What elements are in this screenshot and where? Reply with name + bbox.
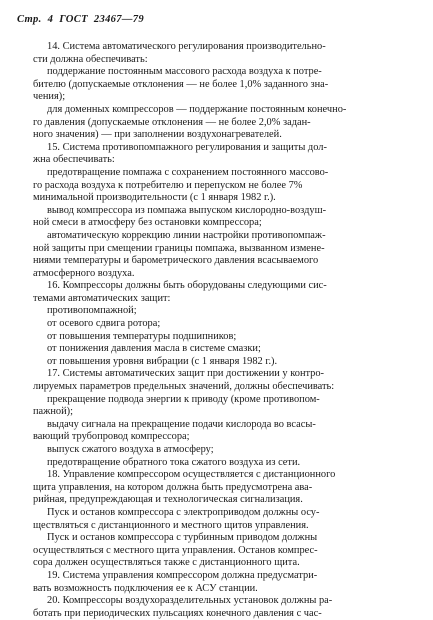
- text-line: от понижения давления масла в системе смазки;: [47, 343, 261, 355]
- text-line: минимальной производительности (с 1 января 1982 г.).: [33, 192, 276, 204]
- text-line: от осевого сдвига ротора;: [47, 318, 161, 330]
- text-line: вающий трубопровод компрессора;: [33, 431, 190, 443]
- standard-label: ГОСТ: [59, 14, 88, 25]
- text-line: чения);: [33, 91, 66, 103]
- text-line: предотвращение обратного тока сжатого воздуха из сети.: [47, 456, 301, 468]
- text-line: щита управления, на котором должна быть предусмотрена ава-: [33, 481, 313, 493]
- text-line: предотвращение помпажа с сохранением постоянного массово-: [47, 166, 329, 178]
- text-line: 20. Компрессоры воздухоразделительных установок должны ра-: [47, 595, 333, 607]
- text-line: го давления (допускаемые отклонения — не более 2,0% задан-: [33, 116, 311, 128]
- text-line: вывод компрессора из помпажа выпуском кислородно-воздуш-: [47, 204, 327, 216]
- text-line: рийная, предупреждающая и технологическая сигнализация.: [33, 494, 303, 506]
- page-label: Стр.: [17, 14, 42, 25]
- text-line: выдачу сигнала на прекращение подачи кислорода во всасы-: [47, 418, 316, 430]
- text-line: 14. Система автоматического регулирования производительно-: [47, 41, 326, 52]
- text-line: жна обеспечивать:: [33, 154, 115, 166]
- text-line: 16. Компрессоры должны быть оборудованы следующими сис-: [47, 280, 327, 292]
- text-line: ниями температуры и барометрического давления всасываемого: [33, 255, 319, 267]
- text-line: ботать при периодических пульсациях конечного давления с час-: [33, 607, 322, 619]
- text-line: вать возможность подключения ее к АСУ станции.: [33, 582, 258, 594]
- text-line: 19. Система управления компрессором должна предусматри-: [47, 569, 318, 581]
- standard-number: 23467—79: [93, 14, 144, 25]
- text-line: сти должна обеспечивать:: [33, 53, 148, 65]
- page-header: [17, 14, 150, 26]
- text-line: от повышения уровня вибрации (с 1 января 1982 г.).: [47, 355, 278, 367]
- text-line: Пуск и останов компрессора с электроприводом должны осу-: [47, 506, 320, 518]
- text-line: ной защиты при смещении границы помпажа, вызванном измене-: [33, 242, 325, 254]
- text-line: сора должен осуществляться также с дистанционного щита.: [33, 557, 300, 569]
- text-line: Пуск и останов компрессора с турбинным приводом должны: [47, 532, 318, 544]
- text-line: ного значения) — при заполнении воздухонагревателей.: [33, 129, 282, 141]
- text-line: выпуск сжатого воздуха в атмосферу;: [47, 444, 214, 455]
- text-line: 17. Системы автоматических защит при достижении у контро-: [47, 368, 325, 380]
- text-line: от повышения температуры подшипников;: [47, 330, 237, 342]
- text-line: осуществляться с местного щита управления. Останов компрес-: [33, 544, 318, 556]
- text-line: для доменных компрессоров — поддержание постоянным конечно-: [47, 103, 347, 115]
- document-body: [33, 41, 415, 620]
- text-line: 15. Система противопомпажного регулирования и защиты дол-: [47, 141, 327, 153]
- text-line: прекращение подвода энергии к приводу (кроме противопом-: [47, 393, 320, 405]
- text-line: пажной);: [33, 406, 74, 418]
- text-line: поддержание постоянным массового расхода воздуха к потре-: [47, 66, 322, 78]
- text-line: лируемых параметров предельных значений, должны обеспечивать:: [33, 381, 335, 393]
- text-line: ществляться с дистанционного и местного щитов управления.: [33, 519, 309, 531]
- text-line: атмосферного воздуха.: [33, 267, 135, 279]
- text-line: го расхода воздуха к потребителю и перепуском не более 7%: [33, 179, 303, 191]
- text-line: темами автоматических защит:: [33, 292, 171, 304]
- text-line: автоматическую коррекцию линии настройки противопомпаж-: [47, 229, 326, 241]
- text-line: бителю (допускаемые отклонения — не более 1,0% заданного зна-: [33, 78, 329, 90]
- text-line: противопомпажной;: [47, 305, 137, 317]
- page-number: 4: [47, 14, 54, 25]
- text-line: ной смеси в атмосферу без остановки компрессора;: [33, 217, 262, 229]
- text-line: 18. Управление компрессором осуществляется с дистанционного: [47, 469, 336, 481]
